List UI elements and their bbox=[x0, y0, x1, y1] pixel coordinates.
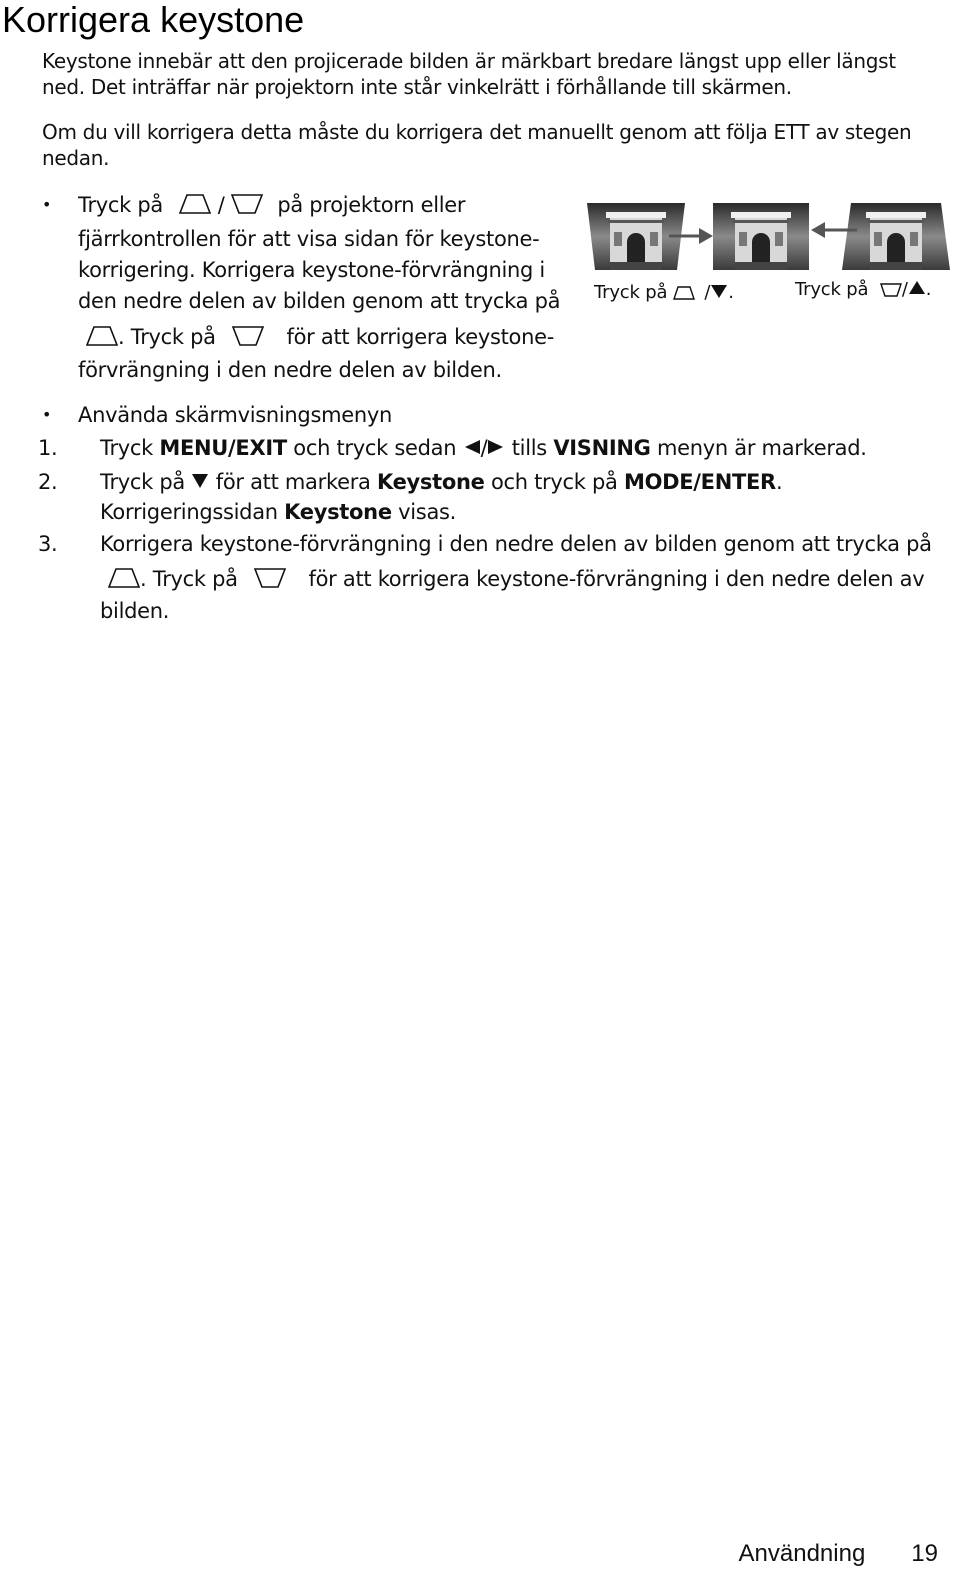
caption-period: . bbox=[925, 279, 932, 300]
keystone-up-icon bbox=[673, 284, 695, 305]
mode-enter-key: MODE/ENTER bbox=[623, 470, 776, 494]
bullet1-line-4: den nedre delen av bilden genom att trycka på bbox=[78, 289, 561, 313]
step-text: Tryck bbox=[100, 436, 160, 460]
intro-paragraph-1 bbox=[42, 48, 896, 100]
step-text: . bbox=[775, 470, 783, 494]
intro-line: Om du vill korrigera detta måste du korrigera det manuellt genom att följa ETT av stegen bbox=[42, 120, 912, 144]
keystone-up-icon bbox=[108, 566, 140, 596]
caption-text: Tryck på bbox=[594, 282, 668, 303]
bullet1-line-5 bbox=[86, 322, 554, 354]
triangle-right-icon bbox=[487, 434, 505, 464]
figure-caption-left bbox=[594, 282, 734, 305]
caption-text: Tryck på bbox=[795, 279, 869, 300]
step-text: visas. bbox=[391, 500, 457, 524]
bullet1-text: på projektorn eller bbox=[277, 193, 466, 217]
intro-line: nedan. bbox=[42, 146, 110, 170]
step-text: menyn är markerad. bbox=[650, 436, 867, 460]
step-number: 3. bbox=[38, 532, 58, 556]
triangle-up-icon bbox=[908, 280, 926, 301]
page-footer bbox=[739, 1540, 938, 1568]
bullet1-text: för att korrigera keystone- bbox=[286, 325, 555, 349]
caption-slash: / bbox=[901, 279, 908, 300]
bullet1-line-1 bbox=[78, 190, 465, 222]
intro-line: ned. Det inträffar när projektorn inte står vinkelrätt i förhållande till skärmen. bbox=[42, 75, 792, 99]
page-title: Korrigera keystone bbox=[2, 0, 305, 40]
keystone-up-icon bbox=[179, 192, 211, 222]
caption-slash: / bbox=[704, 282, 711, 303]
step-text: tills bbox=[505, 436, 554, 460]
bullet1-text: Tryck på bbox=[78, 193, 163, 217]
keystone-down-icon bbox=[232, 324, 264, 354]
figure-caption-right bbox=[795, 279, 931, 302]
footer-section: Användning bbox=[738, 1540, 866, 1567]
triangle-left-icon bbox=[463, 434, 481, 464]
menu-exit-key: MENU/EXIT bbox=[159, 436, 287, 460]
step-text: för att korrigera keystone-förvrängning i den nedre delen av bbox=[308, 567, 925, 591]
bullet1-text: . Tryck på bbox=[118, 325, 216, 349]
keystone-figure bbox=[585, 200, 955, 280]
keystone-item-name: Keystone bbox=[284, 500, 392, 524]
bullet1-line-2: fjärrkontrollen för att visa sidan för keystone- bbox=[78, 227, 540, 251]
step-text: . Tryck på bbox=[140, 567, 238, 591]
step-3-line-1: Korrigera keystone-förvrängning i den nedre delen av bilden genom att trycka på bbox=[100, 532, 932, 556]
keystone-item-name: Keystone bbox=[376, 470, 485, 494]
bullet2-text: Använda skärmvisningsmenyn bbox=[78, 403, 393, 427]
step-text: för att markera bbox=[209, 470, 377, 494]
step-2-line-1 bbox=[100, 467, 782, 498]
step-2-line-2 bbox=[100, 497, 456, 527]
keystone-down-icon bbox=[880, 281, 902, 302]
keystone-down-icon bbox=[254, 566, 286, 596]
slash-text: / bbox=[480, 436, 488, 460]
keystone-down-icon bbox=[231, 192, 263, 222]
step-3-line-2 bbox=[108, 564, 924, 596]
bullet-marker: • bbox=[42, 195, 52, 214]
step-text: och tryck på bbox=[484, 470, 624, 494]
bullet-marker: • bbox=[42, 405, 52, 424]
caption-period: . bbox=[728, 282, 734, 303]
step-1-line bbox=[100, 433, 867, 464]
slash-text: / bbox=[217, 193, 225, 217]
visning-menu-name: VISNING bbox=[553, 436, 651, 460]
keystone-image-corrected bbox=[713, 203, 809, 270]
bullet1-line-6: förvrängning i den nedre delen av bilden. bbox=[78, 358, 502, 382]
bullet1-line-3: korrigering. Korrigera keystone-förvrängning i bbox=[78, 258, 545, 282]
keystone-image-bottom-wide bbox=[842, 203, 950, 270]
keystone-up-icon bbox=[86, 324, 118, 354]
step-text: och tryck sedan bbox=[286, 436, 463, 460]
step-3-line-3: bilden. bbox=[100, 599, 170, 623]
step-text: Korrigeringssidan bbox=[100, 500, 285, 524]
page-number: 19 bbox=[911, 1540, 938, 1567]
step-text: Tryck på bbox=[100, 470, 192, 494]
step-number: 2. bbox=[38, 470, 58, 494]
step-number: 1. bbox=[38, 436, 58, 460]
intro-paragraph-2 bbox=[42, 119, 911, 171]
triangle-down-icon bbox=[191, 468, 209, 498]
triangle-down-icon bbox=[710, 283, 728, 304]
intro-line: Keystone innebär att den projicerade bilden är märkbart bredare längst upp eller längst bbox=[42, 49, 896, 73]
